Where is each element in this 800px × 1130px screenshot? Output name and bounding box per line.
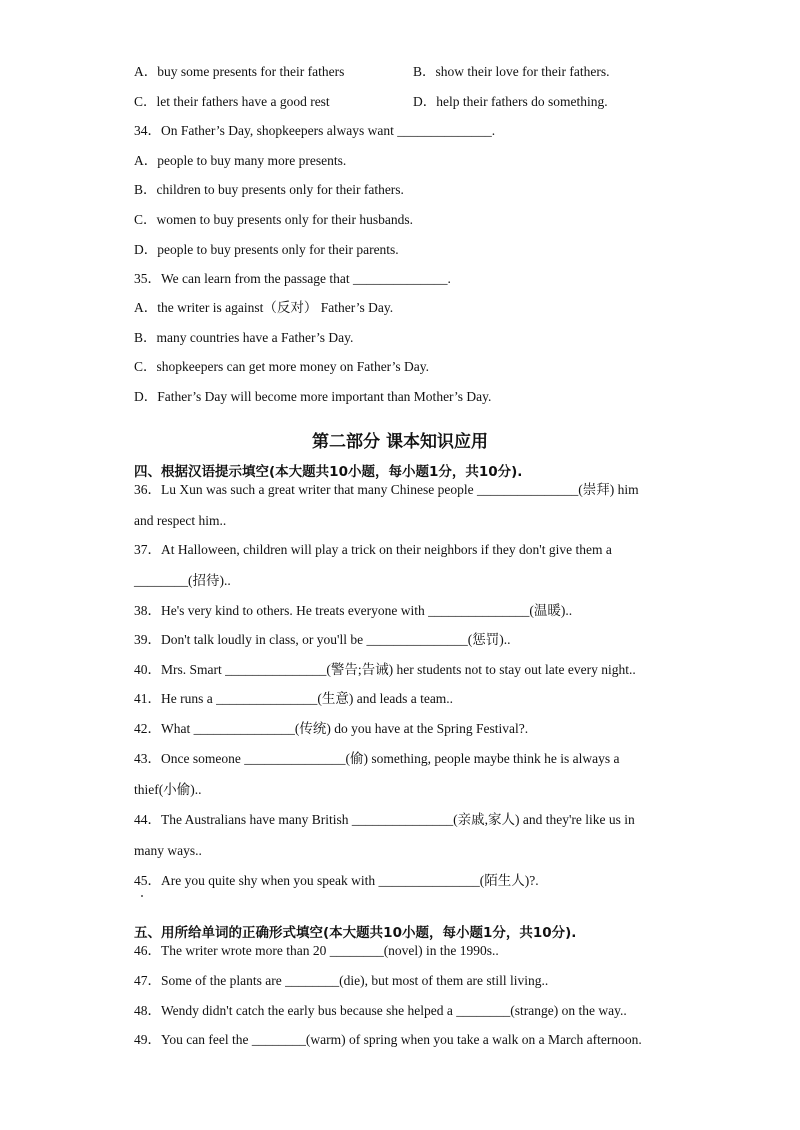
- q33-option-c: C．let their fathers have a good rest: [134, 94, 330, 109]
- q37-line1: 37．At Halloween, children will play a trick on their neighbors if they don't give them a: [134, 542, 612, 557]
- q45: 45．Are you quite shy when you speak with _______________(陌生人)?.: [134, 873, 539, 888]
- section4-heading: 四、根据汉语提示填空(本大题共10小题，每小题1分，共10分).: [134, 464, 523, 480]
- q33-option-d: D．help their fathers do something.: [413, 94, 608, 109]
- q37-line2: ________(招待)..: [134, 573, 231, 588]
- q48: 48．Wendy didn't catch the early bus because she helped a ________(strange) on the way..: [134, 1003, 627, 1018]
- q36-line1: 36．Lu Xun was such a great writer that many Chinese people _______________(崇拜) him: [134, 482, 639, 497]
- q34-option-c: C．women to buy presents only for their husbands.: [134, 212, 413, 227]
- q34-option-d: D．people to buy presents only for their parents.: [134, 242, 399, 257]
- q46: 46．The writer wrote more than 20 ________(novel) in the 1990s..: [134, 943, 499, 958]
- q33-option-b: B．show their love for their fathers.: [413, 64, 610, 79]
- q47: 47．Some of the plants are ________(die), but most of them are still living..: [134, 973, 549, 988]
- q43-line1: 43．Once someone _______________(偷) something, people maybe think he is always a: [134, 751, 620, 766]
- q41: 41．He runs a _______________(生意) and leads a team..: [134, 691, 454, 706]
- part-title: 第二部分 课本知识应用: [312, 432, 488, 452]
- section5-heading: 五、用所给单词的正确形式填空(本大题共10小题，每小题1分，共10分).: [134, 925, 577, 941]
- q33-option-a: A．buy some presents for their fathers: [134, 64, 345, 79]
- q38: 38．He's very kind to others. He treats everyone with _______________(温暖)..: [134, 603, 573, 618]
- stray-mark: [141, 895, 143, 897]
- q49: 49．You can feel the ________(warm) of spring when you take a walk on a March afternoon.: [134, 1032, 642, 1047]
- q35-option-b: B．many countries have a Father’s Day.: [134, 330, 354, 345]
- q40: 40．Mrs. Smart _______________(警告;告诫) her students not to stay out late every night..: [134, 662, 636, 677]
- q42: 42．What _______________(传统) do you have at the Spring Festival?.: [134, 721, 529, 736]
- q35-option-d: D．Father’s Day will become more important than Mother’s Day.: [134, 389, 492, 404]
- q36-line2: and respect him..: [134, 513, 227, 528]
- q35-option-a: A．the writer is against（反对） Father’s Day.: [134, 300, 394, 315]
- q35-option-c: C．shopkeepers can get more money on Father’s Day.: [134, 359, 430, 374]
- q43-line2: thief(小偷)..: [134, 782, 202, 797]
- q44-line2: many ways..: [134, 843, 202, 858]
- q39: 39．Don't talk loudly in class, or you'll be _______________(惩罚)..: [134, 632, 511, 647]
- q34-option-b: B．children to buy presents only for their fathers.: [134, 182, 404, 197]
- q44-line1: 44．The Australians have many British _______________(亲戚,家人) and they're like us in: [134, 812, 635, 827]
- q34-stem: 34．On Father’s Day, shopkeepers always want ______________.: [134, 123, 496, 138]
- q35-stem: 35．We can learn from the passage that ______________.: [134, 271, 451, 286]
- q34-option-a: A．people to buy many more presents.: [134, 153, 347, 168]
